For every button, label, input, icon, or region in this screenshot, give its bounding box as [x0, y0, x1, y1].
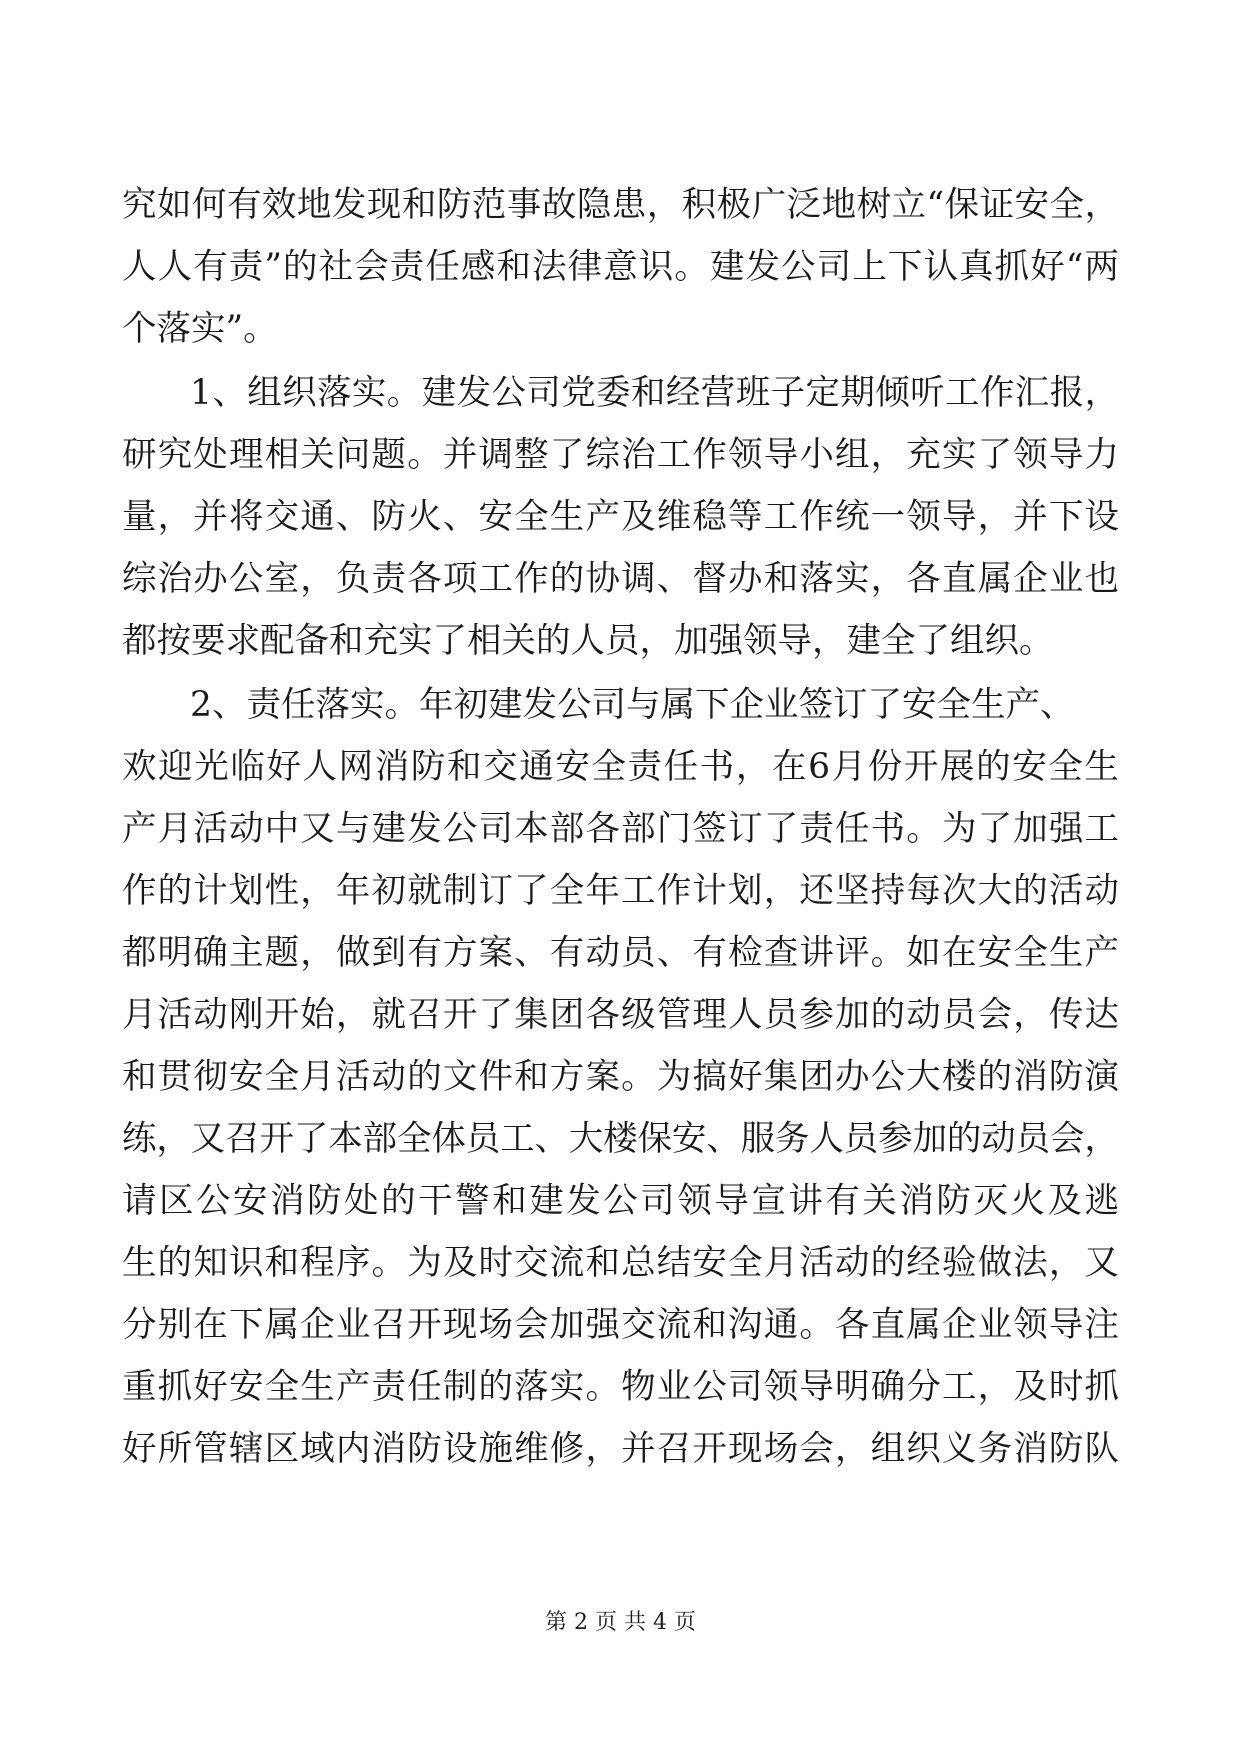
- body-line: [0, 362, 1241, 424]
- body-line-text: 请区公安消防处的干警和建发公司领导宣讲有关消防灭火及逃: [122, 1181, 1122, 1221]
- body-line-text: 作的计划性，年初就制订了全年工作计划，还坚持每次大的活动: [122, 871, 1121, 911]
- body-line: [0, 984, 1241, 1046]
- body-line: [0, 548, 1241, 610]
- body-line: [0, 798, 1241, 860]
- body-line-text: 月活动刚开始，就召开了集团各级管理人员参加的动员会，传达: [122, 995, 1121, 1035]
- body-line-text: 究如何有效地发现和防范事故隐患，积极广泛地树立“保证安全，: [122, 185, 1120, 225]
- body-line: [0, 736, 1241, 798]
- body-line-text: 好所管辖区域内消防设施维修，并召开现场会，组织义务消防队: [122, 1429, 1121, 1469]
- body-line: [0, 610, 1241, 672]
- body-line: [0, 1232, 1241, 1294]
- body-line: [0, 1108, 1241, 1170]
- body-line-text: 生的知识和程序。为及时交流和总结安全月活动的经验做法，又: [122, 1243, 1121, 1283]
- body-line: [0, 424, 1241, 486]
- body-line: [0, 1418, 1241, 1480]
- body-line-text: 分别在下属企业召开现场会加强交流和沟通。各直属企业领导注: [122, 1305, 1121, 1345]
- body-line-text: 都按要求配备和充实了相关的人员，加强领导，建全了组织。: [122, 621, 1054, 661]
- body-line: [0, 298, 1241, 360]
- body-line: [0, 1046, 1241, 1108]
- body-line-text: 都明确主题，做到有方案、有动员、有检查讲评。如在安全生产: [122, 933, 1121, 973]
- body-line-text: 和贯彻安全月活动的文件和方案。为搞好集团办公大楼的消防演: [122, 1057, 1121, 1097]
- body-line-text: 产月活动中又与建发公司本部各部门签订了责任书。为了加强工: [122, 809, 1121, 849]
- body-line: [0, 860, 1241, 922]
- body-line: [0, 1294, 1241, 1356]
- body-line-text: 个落实”。: [122, 309, 278, 349]
- body-line: [0, 236, 1241, 298]
- body-line-text: 人人有责”的社会责任感和法律意识。建发公司上下认真抓好“两: [122, 247, 1121, 287]
- body-line-text: 1、组织落实。建发公司党委和经营班子定期倾听工作汇报，: [190, 373, 1120, 413]
- body-line: [0, 1356, 1241, 1418]
- body-line-text: 练，又召开了本部全体员工、大楼保安、服务人员参加的动员会，: [122, 1119, 1119, 1159]
- body-line-text: 欢迎光临好人网消防和交通安全责任书，在6月份开展的安全生: [122, 747, 1121, 787]
- page-number-footer: 第 2 页 共 4 页: [545, 1610, 696, 1635]
- body-line-text: 2、责任落实。年初建发公司与属下企业签订了安全生产、: [190, 685, 1075, 725]
- body-line: [0, 922, 1241, 984]
- body-line-text: 重抓好安全生产责任制的落实。物业公司领导明确分工，及时抓: [122, 1367, 1121, 1407]
- body-line: [0, 1170, 1241, 1232]
- body-line-text: 综治办公室，负责各项工作的协调、督办和落实，各直属企业也: [122, 559, 1121, 599]
- body-line-text: 量，并将交通、防火、安全生产及维稳等工作统一领导，并下设: [122, 497, 1121, 537]
- body-line: [0, 174, 1241, 236]
- body-line: [0, 486, 1241, 548]
- body-line: [0, 674, 1241, 736]
- body-line-text: 研究处理相关问题。并调整了综治工作领导小组，充实了领导力: [122, 435, 1121, 475]
